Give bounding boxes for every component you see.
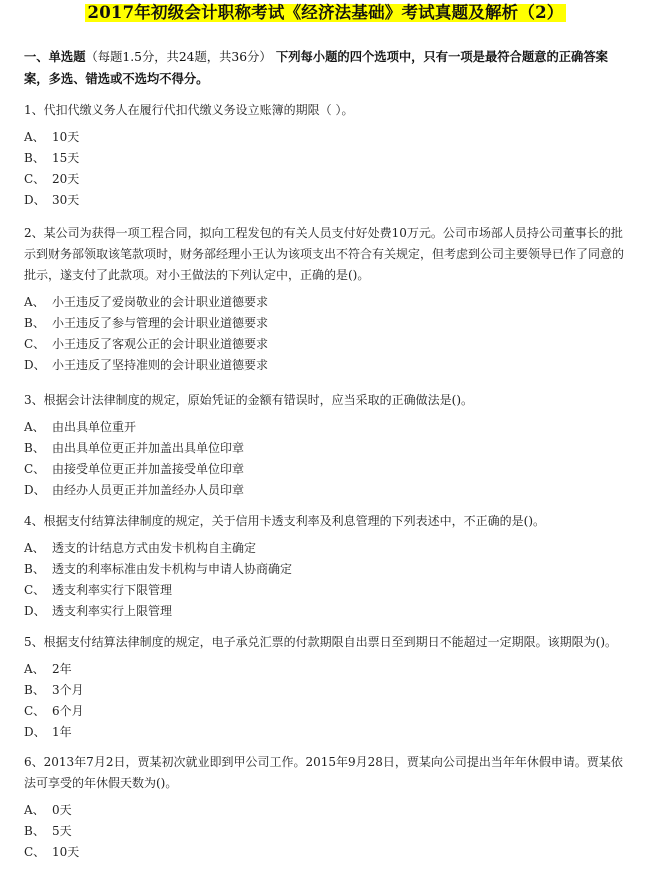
question-1 [24, 100, 628, 211]
option-letter: A、 [24, 295, 45, 309]
option-d [24, 601, 628, 622]
option-letter: D、 [24, 483, 46, 497]
option-letter: A、 [24, 130, 45, 144]
question-text [24, 223, 628, 286]
option-a [24, 417, 628, 438]
option-text: 6个月 [52, 704, 84, 718]
option-text: 10天 [52, 845, 80, 859]
option-letter: C、 [24, 172, 46, 186]
question-text [24, 752, 628, 794]
option-text: 由经办人员更正并加盖经办人员印章 [52, 483, 245, 497]
option-letter: D、 [24, 193, 46, 207]
option-text: 透支的计结息方式由发卡机构自主确定 [52, 541, 257, 555]
option-text: 小王违反了爱岗敬业的会计职业道德要求 [52, 295, 269, 309]
question-body: 根据会计法律制度的规定，原始凭证的金额有错误时，应当采取的正确做法是()。 [43, 393, 474, 407]
question-text [24, 632, 628, 653]
question-number: 6、 [24, 755, 44, 769]
option-letter: D、 [24, 604, 46, 618]
option-letter: D、 [24, 358, 46, 372]
option-text: 透支利率实行下限管理 [52, 583, 173, 597]
option-letter: A、 [24, 541, 45, 555]
question-text [24, 390, 628, 411]
option-c [24, 459, 628, 480]
option-text: 10天 [52, 130, 80, 144]
question-3 [24, 390, 628, 501]
option-text: 20天 [52, 172, 80, 186]
option-d [24, 355, 628, 376]
option-c [24, 842, 628, 863]
option-b [24, 559, 628, 580]
question-text [24, 100, 628, 121]
option-letter: A、 [24, 803, 45, 817]
title-container [0, 3, 651, 22]
option-b [24, 821, 628, 842]
section-label: 一、单选题 [24, 49, 86, 64]
question-number: 2、 [24, 226, 44, 240]
question-number: 4、 [24, 514, 44, 528]
option-text: 0天 [52, 803, 72, 817]
option-letter: D、 [24, 725, 46, 739]
option-text: 由出具单位重开 [52, 420, 137, 434]
option-letter: B、 [24, 683, 45, 697]
question-5 [24, 632, 628, 743]
option-text: 透支利率实行上限管理 [52, 604, 173, 618]
option-text: 透支的利率标准由发卡机构与申请人协商确定 [52, 562, 293, 576]
question-body: 某公司为获得一项工程合同，拟向工程发包的有关人员支付好处费10万元。公司市场部人员持公司董事长的批示到财务部领取该笔款项时，财务部经理小王认为该项支出不符合有关规定，但考虑到公司主要领导已作了同意的批示，遂支付了此款项。对小王做法的下列认定中，正确的是()。 [24, 226, 625, 282]
option-text: 由接受单位更正并加盖接受单位印章 [52, 462, 245, 476]
question-body: 2013年7月2日，贾某初次就业即到甲公司工作。2015年9月28日，贾某向公司提出当年年休假申请。贾某依法可享受的年休假天数为()。 [24, 755, 623, 790]
option-text: 由出具单位更正并加盖出具单位印章 [52, 441, 245, 455]
option-letter: B、 [24, 824, 45, 838]
option-letter: B、 [24, 316, 45, 330]
option-b [24, 313, 628, 334]
option-a [24, 659, 628, 680]
question-4 [24, 511, 628, 622]
option-letter: C、 [24, 845, 46, 859]
question-number: 5、 [24, 635, 44, 649]
option-a [24, 127, 628, 148]
option-letter: C、 [24, 462, 46, 476]
option-c [24, 169, 628, 190]
option-text: 小王违反了参与管理的会计职业道德要求 [52, 316, 269, 330]
section-instructions: 下列每小题的四个选项中，只有一项是最符合题意的正确答案案，多选、错选或不选均不得分。 [24, 49, 608, 86]
option-text: 2年 [52, 662, 72, 676]
question-number: 1、 [24, 103, 44, 117]
option-letter: C、 [24, 337, 46, 351]
question-text [24, 511, 628, 532]
option-letter: A、 [24, 420, 45, 434]
option-a [24, 800, 628, 821]
question-number: 3、 [24, 393, 44, 407]
option-d [24, 190, 628, 211]
option-b [24, 680, 628, 701]
option-c [24, 334, 628, 355]
option-c [24, 701, 628, 722]
question-2 [24, 223, 628, 376]
option-c [24, 580, 628, 601]
option-d [24, 480, 628, 501]
option-text: 5天 [52, 824, 72, 838]
option-a [24, 292, 628, 313]
option-text: 15天 [52, 151, 80, 165]
section-header [24, 46, 618, 89]
option-letter: B、 [24, 562, 45, 576]
option-text: 3个月 [52, 683, 84, 697]
option-letter: B、 [24, 441, 45, 455]
question-body: 根据支付结算法律制度的规定，关于信用卡透支利率及利息管理的下列表述中，不正确的是()。 [43, 514, 546, 528]
option-b [24, 438, 628, 459]
section-scoring: （每题1.5分，共24题，共36分） [85, 50, 272, 64]
option-d [24, 722, 628, 743]
question-6 [24, 752, 628, 863]
option-letter: A、 [24, 662, 45, 676]
option-text: 30天 [52, 193, 80, 207]
option-a [24, 538, 628, 559]
option-letter: C、 [24, 583, 46, 597]
question-body: 根据支付结算法律制度的规定，电子承兑汇票的付款期限自出票日至到期日不能超过一定期限。该期限为()。 [43, 635, 618, 649]
option-letter: C、 [24, 704, 46, 718]
option-letter: B、 [24, 151, 45, 165]
option-text: 1年 [52, 725, 72, 739]
question-body: 代扣代缴义务人在履行代扣代缴义务设立账簿的期限（ ）。 [43, 103, 354, 117]
document-title: 2017年初级会计职称考试《经济法基础》考试真题及解析（2） [85, 4, 567, 22]
option-b [24, 148, 628, 169]
option-text: 小王违反了坚持准则的会计职业道德要求 [52, 358, 269, 372]
option-text: 小王违反了客观公正的会计职业道德要求 [52, 337, 269, 351]
